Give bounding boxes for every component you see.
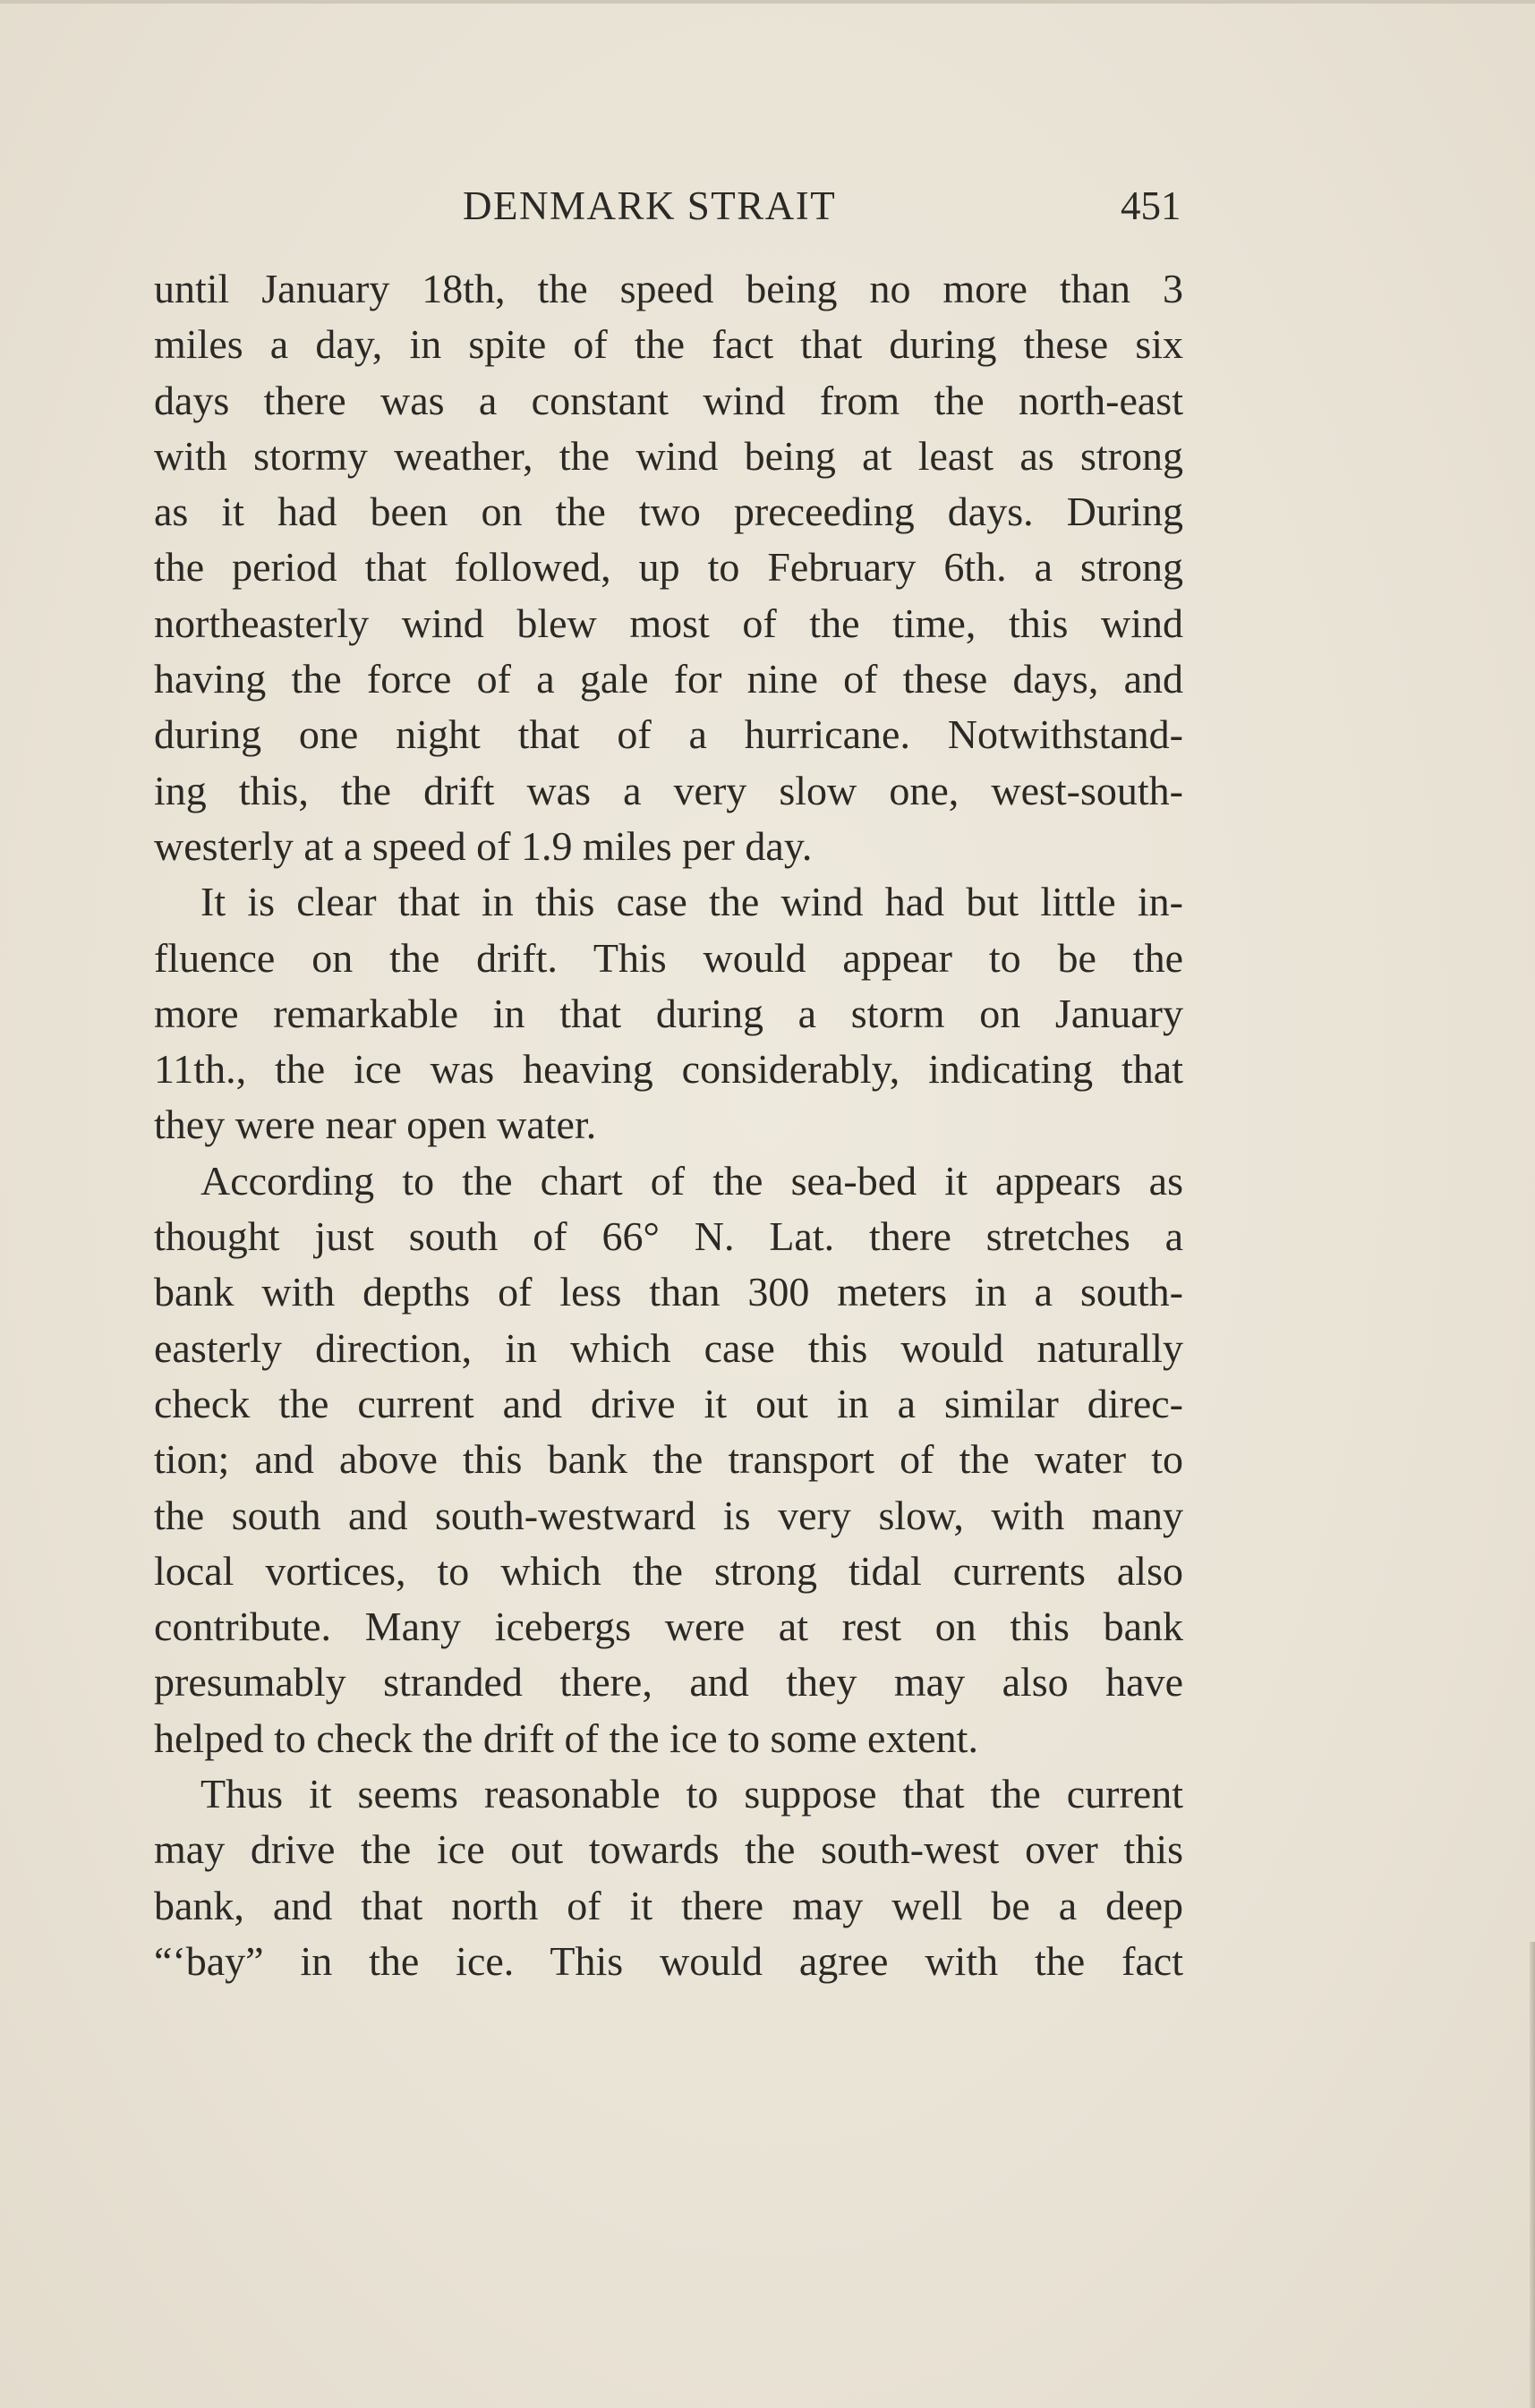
text-line: northeasterly wind blew most of the time, this wind [154,600,1183,646]
text-line: contribute. Many icebergs were at rest on this bank [154,1604,1183,1650]
running-head [154,179,1183,233]
paragraph [154,1153,1183,1766]
text-line: presumably stranded there, and they may also have [154,1659,1183,1706]
text-line: ing this, the drift was a very slow one, west-south- [154,767,1183,813]
text-line: the south and south-westward is very slow, with many [154,1492,1183,1538]
text-line: Thus it seems reasonable to suppose that the current [200,1771,1183,1817]
text-line: the period that followed, up to February 6th. a strong [154,544,1183,591]
text-line: It is clear that in this case the wind had but little in- [200,879,1183,925]
text-line: local vortices, to which the strong tidal currents also [154,1547,1183,1594]
running-title: DENMARK STRAIT [463,183,837,228]
text-line: bank with depths of less than 300 meters in a south- [154,1269,1183,1315]
text-line: may drive the ice out towards the south-west over this [154,1826,1183,1873]
text-line: “‘bay” in the ice. This would agree with the fact [154,1937,1183,1984]
text-line: westerly at a speed of 1.9 miles per day. [154,822,813,869]
text-line: days there was a constant wind from the north-east [154,377,1183,423]
text-line: during one night that of a hurricane. Notwithstand- [154,711,1183,758]
paragraph [154,874,1183,1153]
text-line: fluence on the drift. This would appear to be the [154,934,1183,981]
paragraph [154,1766,1183,1989]
text-line: thought just south of 66° N. Lat. there stretches a [154,1213,1183,1260]
text-line: with stormy weather, the wind being at least as strong [154,432,1183,479]
text-line: easterly direction, in which case this would naturally [154,1324,1183,1371]
text-line: as it had been on the two preceeding days. During [154,489,1183,535]
text-line: bank, and that north of it there may well be a deep [154,1882,1183,1928]
text-line: tion; and above this bank the transport of the water to [154,1436,1183,1483]
text-line: 11th., the ice was heaving considerably, indicating that [154,1046,1183,1093]
text-line: miles a day, in spite of the fact that during these six [154,321,1183,368]
page-number: 451 [1121,183,1181,228]
text-line: having the force of a gale for nine of these days, and [154,656,1183,702]
text-line: more remarkable in that during a storm on January [154,990,1183,1036]
text-line: According to the chart of the sea-bed it appears as [200,1157,1183,1204]
paragraph [154,261,1183,874]
text-line: check the current and drive it out in a similar direc- [154,1380,1183,1426]
body-text [154,261,1183,1989]
text-line: they were near open water. [154,1102,597,1148]
page-top-edge [0,0,1535,4]
text-line: helped to check the drift of the ice to some extent. [154,1715,978,1761]
page-right-edge-shadow [1530,1942,1535,2408]
text-line: until January 18th, the speed being no more than 3 [154,266,1183,311]
